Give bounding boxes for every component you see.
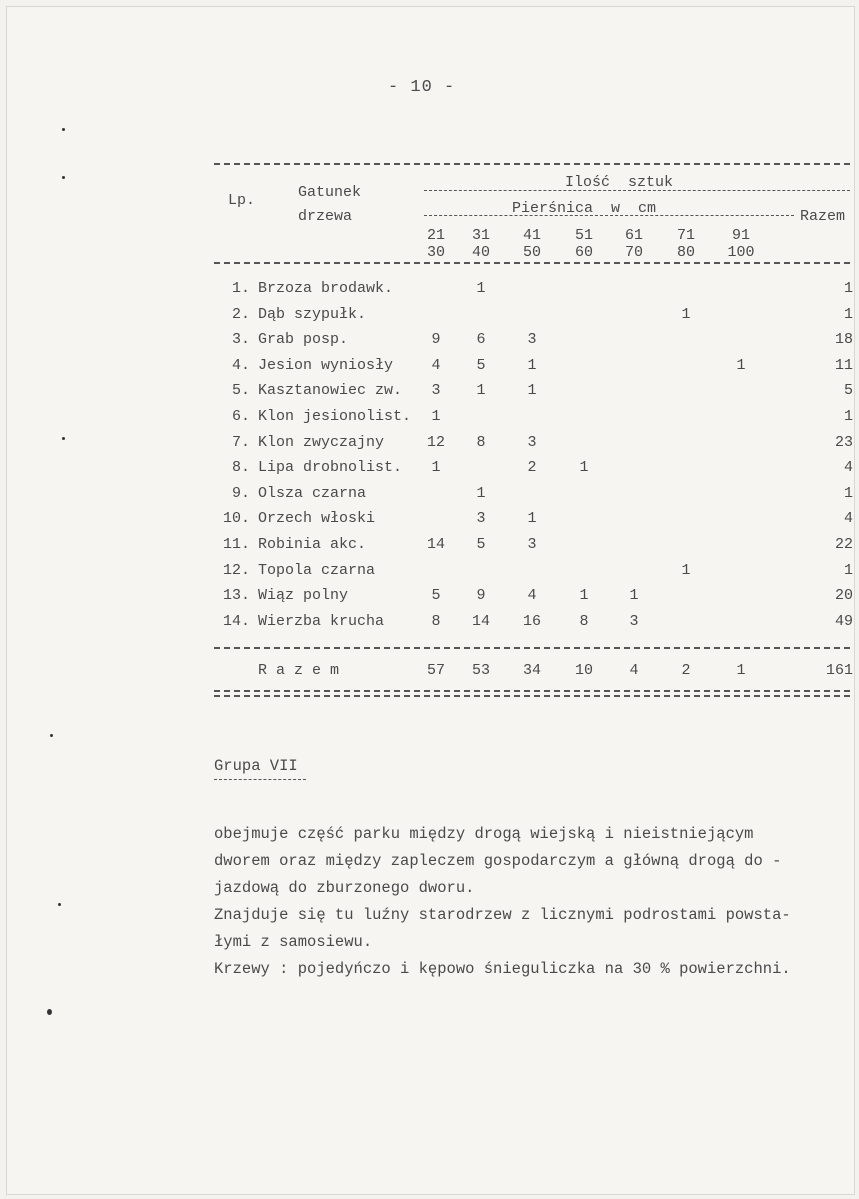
row-species-name: Olsza czarna: [258, 484, 367, 502]
row-value: 9: [431, 331, 441, 349]
row-value: 14: [471, 612, 490, 630]
row-value: 1: [476, 484, 486, 502]
range-from: 61: [624, 227, 643, 244]
row-total: 20: [834, 587, 853, 605]
row-lp: 4.: [231, 356, 250, 374]
row-total: 49: [834, 612, 853, 630]
row-total: 5: [843, 382, 853, 400]
row-species-name: Topola czarna: [258, 561, 376, 579]
row-lp: 9.: [231, 484, 250, 502]
paragraph-line: jazdową do zburzonego dworu.: [214, 879, 475, 897]
row-value: 1: [527, 356, 537, 374]
total-value: 2: [681, 662, 691, 679]
row-species-name: Robinia akc.: [258, 536, 367, 553]
row-lp: 14.: [222, 612, 250, 630]
range-to: 40: [471, 244, 490, 261]
row-total: 4: [843, 510, 853, 528]
row-value: 3: [527, 536, 537, 553]
row-total: 4: [843, 459, 853, 477]
paragraph-line: Znajduje się tu luźny starodrzew z licznymi podrostami powsta-: [214, 906, 791, 924]
row-value: 4: [527, 587, 537, 605]
range-to: 50: [522, 244, 541, 261]
total-value: 57: [426, 662, 445, 679]
range-to: 70: [624, 244, 643, 261]
scan-speck: [50, 734, 53, 737]
row-value: 12: [426, 433, 445, 451]
range-to: 100: [727, 244, 755, 261]
row-total: 22: [834, 536, 853, 553]
row-value: 3: [629, 612, 639, 630]
row-species-name: Kasztanowiec zw.: [258, 382, 403, 400]
range-from: 21: [426, 227, 445, 244]
total-value: 53: [471, 662, 490, 679]
row-species-name: Klon jesionolist.: [258, 408, 412, 425]
row-value: 8: [579, 612, 589, 630]
table-bottom-double-rule: [214, 690, 850, 697]
row-species-name: Dąb szypułk.: [258, 305, 367, 323]
header-drzewa: drzewa: [298, 208, 353, 225]
row-total: 1: [843, 305, 853, 323]
row-species-name: Wierzba krucha: [258, 612, 385, 630]
row-value: 5: [431, 587, 441, 605]
row-value: 9: [476, 587, 486, 605]
row-lp: 5.: [231, 382, 250, 400]
total-value: 34: [522, 662, 541, 679]
total-top-rule: [214, 647, 850, 649]
row-lp: 11.: [222, 536, 250, 553]
table-top-rule: [214, 163, 850, 165]
header-ilosc-sztuk: Ilość sztuk: [565, 174, 674, 191]
row-species-name: Klon zwyczajny: [258, 433, 385, 451]
row-value: 16: [522, 612, 541, 630]
row-value: 1: [476, 382, 486, 400]
row-value: 3: [476, 510, 486, 528]
row-value: 14: [426, 536, 445, 553]
row-value: 8: [431, 612, 441, 630]
row-value: 6: [476, 331, 486, 349]
row-species-name: Orzech włoski: [258, 510, 376, 528]
row-total: 11: [834, 356, 853, 374]
row-value: 1: [629, 587, 639, 605]
row-lp: 2.: [231, 305, 250, 323]
row-value: 1: [431, 408, 441, 425]
row-value: 1: [736, 356, 746, 374]
row-value: 1: [579, 587, 589, 605]
range-from: 41: [522, 227, 541, 244]
paragraph-line: Krzewy : pojedyńczo i kępowo śnieguliczka na 30 % powierzchni.: [214, 960, 791, 978]
row-lp: 8.: [231, 459, 250, 477]
row-value: 1: [527, 510, 537, 528]
row-lp: 13.: [222, 587, 250, 605]
paragraph-line: obejmuje część parku między drogą wiejską i nieistniejącym: [214, 825, 754, 843]
header-piersnica: Pierśnica w cm: [512, 200, 657, 217]
range-from: 51: [574, 227, 593, 244]
scan-speck: [58, 903, 61, 906]
total-value: 4: [629, 662, 639, 679]
row-value: 3: [431, 382, 441, 400]
total-value: 10: [574, 662, 593, 679]
row-value: 1: [681, 561, 691, 579]
row-lp: 7.: [231, 433, 250, 451]
total-label: R a z e m: [258, 662, 340, 679]
header-razem: Razem: [800, 208, 846, 225]
scan-speck: [47, 1009, 52, 1015]
header-bottom-rule: [214, 262, 850, 264]
range-from: 31: [471, 227, 490, 244]
section-title: Grupa VII: [214, 757, 298, 775]
row-lp: 1.: [231, 280, 250, 297]
row-value: 1: [681, 305, 691, 323]
grand-total: 161: [825, 662, 853, 679]
row-total: 23: [834, 433, 853, 451]
paragraph-line: dworem oraz między zapleczem gospodarczym a główną drogą do -: [214, 852, 782, 870]
row-value: 4: [431, 356, 441, 374]
range-to: 30: [426, 244, 445, 261]
row-species-name: Jesion wyniosły: [258, 356, 394, 374]
paragraph-line: łymi z samosiewu.: [214, 933, 373, 951]
row-total: 18: [834, 331, 853, 349]
total-value: 1: [736, 662, 746, 679]
header-lp: Lp.: [228, 192, 256, 209]
row-total: 1: [843, 280, 853, 297]
row-lp: 10.: [222, 510, 250, 528]
row-lp: 12.: [222, 561, 250, 579]
row-value: 1: [431, 459, 441, 477]
row-value: 8: [476, 433, 486, 451]
row-value: 3: [527, 331, 537, 349]
scan-speck: [62, 437, 65, 440]
row-species-name: Grab posp.: [258, 331, 349, 349]
row-species-name: Wiąz polny: [258, 587, 349, 605]
row-value: 1: [476, 280, 486, 297]
row-species-name: Lipa drobnolist.: [258, 459, 403, 477]
scan-speck: [62, 176, 65, 179]
range-to: 60: [574, 244, 593, 261]
section-title-underline: [214, 779, 306, 780]
row-total: 1: [843, 484, 853, 502]
row-value: 1: [579, 459, 589, 477]
row-lp: 6.: [231, 408, 250, 425]
page-number: - 10 -: [388, 78, 456, 97]
row-lp: 3.: [231, 331, 250, 349]
scan-speck: [62, 128, 65, 131]
row-value: 3: [527, 433, 537, 451]
range-from: 71: [676, 227, 695, 244]
row-total: 1: [843, 561, 853, 579]
range-to: 80: [676, 244, 695, 261]
row-value: 2: [527, 459, 537, 477]
range-from: 91: [731, 227, 750, 244]
row-value: 1: [527, 382, 537, 400]
header-gatunek: Gatunek: [298, 184, 362, 201]
row-value: 5: [476, 536, 486, 553]
row-value: 5: [476, 356, 486, 374]
row-species-name: Brzoza brodawk.: [258, 280, 394, 297]
row-total: 1: [843, 408, 853, 425]
